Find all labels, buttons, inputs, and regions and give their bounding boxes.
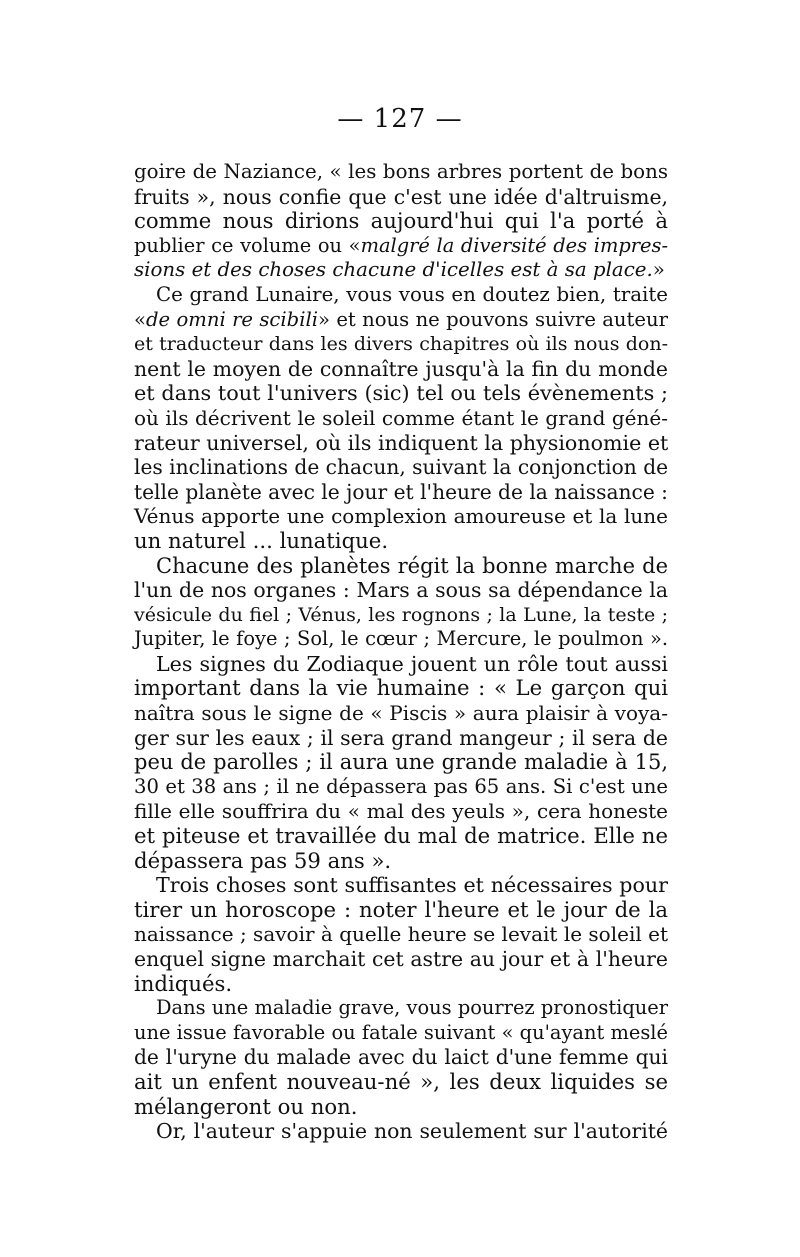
text-line: sions et des choses chacune d'icelles est à sa place.»	[134, 258, 665, 282]
text-line: fruits », nous confie que c'est une idée d'altruisme,	[134, 184, 668, 209]
text-line: peu de parolles ; il aura une grande maladie à 15,	[134, 750, 668, 775]
text-line: naissance ; savoir à quelle heure se levait le soleil et	[134, 922, 668, 947]
text-line: et dans tout l'univers (sic) tel ou tels évènements ;	[134, 381, 668, 406]
text-line: de l'uryne du malade avec du laict d'une femme qui	[134, 1045, 668, 1070]
text-line: telle planète avec le jour et l'heure de la naissance :	[134, 479, 668, 504]
text-line: où ils décrivent le soleil comme étant le grand géné-	[134, 405, 668, 430]
text-line: Vénus apporte une complexion amoureuse et la lune	[134, 504, 668, 529]
text-line: Jupiter, le foye ; Sol, le cœur ; Mercure, le poulmon ».	[134, 627, 668, 651]
text-line: une issue favorable ou fatale suivant « qu'ayant meslé	[134, 1020, 668, 1044]
italic-latin: de omni re scibili	[146, 307, 319, 331]
text-line: important dans la vie humaine : « Le garçon qui	[134, 675, 668, 701]
text-line: dépassera pas 59 ans ».	[134, 847, 392, 873]
italic-quotation: sions et des choses chacune d'icelles est à sa place.	[134, 258, 653, 282]
text-line: «de omni re scibili» et nous ne pouvons suivre auteur	[134, 307, 669, 331]
paragraph-start: Les signes du Zodiaque jouent un rôle tout aussi	[156, 651, 668, 676]
text-line: indiqués.	[134, 970, 233, 996]
text-line: tirer un horoscope : noter l'heure et le jour de la	[134, 896, 668, 922]
text-line: comme nous dirions aujourd'hui qui l'a porté à	[134, 208, 668, 234]
paragraph-start: Or, l'auteur s'appuie non seulement sur l'autorité	[156, 1119, 668, 1144]
text-line: et traducteur dans les divers chapitres où ils nous don-	[134, 333, 668, 356]
text-line: publier ce volume ou «malgré la diversité des impres-	[134, 233, 668, 257]
text-line: les inclinations de chacun, suivant la conjonction de	[134, 455, 669, 480]
text-line: naîtra sous le signe de « Piscis » aura plaisir à voya-	[134, 701, 668, 726]
text-line: enquel signe marchait cet astre au jour et à l'heure	[134, 947, 668, 971]
text-line: l'un de nos organes : Mars a sous sa dépendance la	[134, 578, 668, 603]
text-line: mélangeront ou non.	[134, 1093, 358, 1119]
text-line: ger sur les eaux ; il sera grand mangeur ; il sera de	[134, 725, 668, 750]
page-number: — 127 —	[337, 104, 463, 134]
text-line: et piteuse et travaillée du mal de matrice. Elle ne	[134, 823, 668, 849]
text-line: vésicule du fiel ; Vénus, les rognons ; la Lune, la teste ;	[134, 603, 668, 626]
body-text	[134, 160, 668, 1144]
text-line: 30 et 38 ans ; il ne dépassera pas 65 ans. Si c'est une	[134, 774, 668, 798]
text-line: nent le moyen de connaître jusqu'à la fin du monde	[134, 356, 668, 381]
paragraph-start: Chacune des planètes régit la bonne marche de	[156, 553, 668, 578]
text-line: fille elle souffrira du « mal des yeuls », cera honeste	[134, 799, 668, 824]
text-line: rateur universel, où ils indiquent la physionomie et	[134, 430, 669, 455]
text-line: un naturel ... lunatique.	[134, 527, 389, 553]
paragraph-start: Ce grand Lunaire, vous vous en doutez bien, traite	[156, 282, 668, 306]
text-line: goire de Naziance, « les bons arbres portent de bons	[134, 160, 668, 183]
paragraph-start: Dans une maladie grave, vous pourrez pronostiquer	[156, 996, 668, 1020]
italic-quotation: malgré la diversité des impres-	[360, 233, 668, 257]
paragraph-start: Trois choses sont suffisantes et nécessaires pour	[156, 873, 668, 898]
text-line: ait un enfent nouveau-né », les deux liquides se	[134, 1068, 668, 1094]
